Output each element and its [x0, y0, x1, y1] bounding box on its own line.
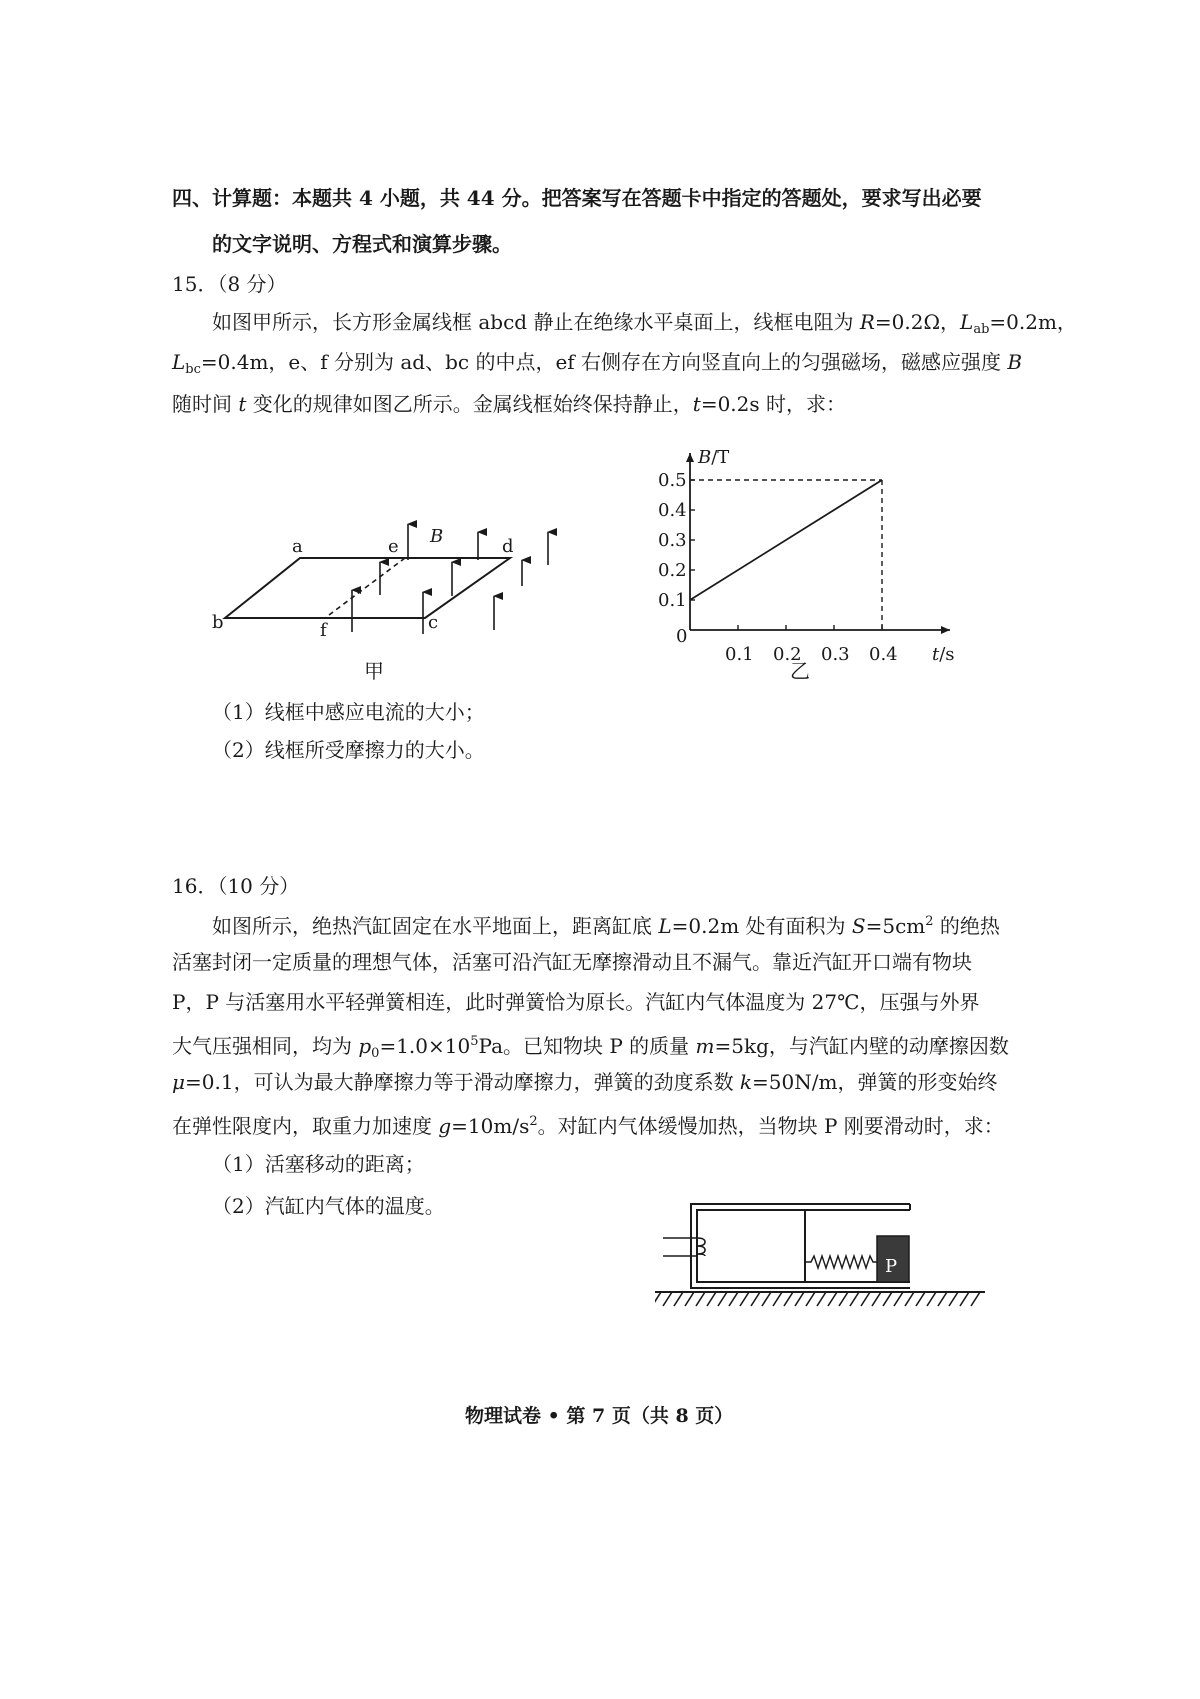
- y-tick-label: 0.3: [658, 530, 687, 551]
- ground-hatch: [655, 1292, 980, 1306]
- page-footer: 物理试卷 • 第 7 页（共 8 页）: [465, 1405, 734, 1427]
- block-p-label: P: [885, 1256, 898, 1277]
- q16-number: 16．（10 分）: [172, 874, 300, 898]
- x-tick-label: 0.3: [821, 644, 850, 665]
- ground-hatch-line: [663, 1292, 672, 1306]
- label-a: a: [292, 536, 303, 557]
- ground-hatch-line: [872, 1292, 881, 1306]
- q15-number: 15．（8 分）: [172, 272, 287, 296]
- y-tick-label: 0.1: [658, 590, 687, 611]
- ground-hatch-line: [696, 1292, 705, 1306]
- series-line: [690, 480, 882, 600]
- caption-yi: 乙: [790, 659, 810, 683]
- q16-line2: 活塞封闭一定质量的理想气体，活塞可沿汽缸无摩擦滑动且不漏气。靠近汽缸开口端有物块: [172, 950, 972, 974]
- ground-hatch-line: [795, 1292, 804, 1306]
- spring: [805, 1256, 877, 1268]
- label-e: e: [388, 536, 399, 557]
- ground-hatch-line: [839, 1292, 848, 1306]
- q15-line3: 随时间 t 变化的规律如图乙所示。金属线框始终保持静止，t=0.2s 时，求：: [172, 392, 846, 416]
- figure-yi: [640, 425, 980, 700]
- q16-line4: 大气压强相同，均为 $p_0=1.0\times 10^5Pa$。已知物块 P 的质量 m=5kg，与汽缸内壁的动摩擦因数: [172, 1034, 1009, 1061]
- dashed-line-ef: [325, 558, 405, 618]
- figure-jia: [200, 520, 580, 690]
- ground-hatch-line: [655, 1292, 661, 1306]
- label-f: f: [320, 620, 327, 641]
- label-c: c: [428, 612, 439, 633]
- y-tick-label: 0.2: [658, 560, 687, 581]
- section-heading-line2: 的文字说明、方程式和演算步骤。: [212, 232, 512, 256]
- q15-sub1: （1）线框中感应电流的大小；: [212, 700, 485, 724]
- ground-hatch-line: [828, 1292, 837, 1306]
- y-axis-label: B/T: [698, 447, 730, 468]
- label-d: d: [502, 536, 514, 557]
- q16-line1: 如图所示，绝热汽缸固定在水平地面上，距离缸底 L=0.2m 处有面积为 $S=5cm^2$ 的绝热: [212, 914, 1000, 938]
- ground-hatch-line: [817, 1292, 826, 1306]
- ground-hatch-line: [883, 1292, 892, 1306]
- x-axis-label: t/s: [932, 644, 955, 665]
- origin-label: 0: [676, 626, 688, 647]
- ground-hatch-line: [894, 1292, 903, 1306]
- q15-sub2: （2）线框所受摩擦力的大小。: [212, 738, 485, 762]
- ground-hatch-line: [740, 1292, 749, 1306]
- q16-line5: μ=0.1，可认为最大静摩擦力等于滑动摩擦力，弹簧的劲度系数 k=50N/m，弹簧的形变始终: [172, 1070, 998, 1094]
- ground-hatch-line: [949, 1292, 958, 1306]
- wire-frame: [225, 558, 510, 618]
- ground-hatch-line: [784, 1292, 793, 1306]
- x-tick-label: 0.2: [773, 644, 802, 665]
- ground-hatch-line: [806, 1292, 815, 1306]
- q15-line1: 如图甲所示，长方形金属线框 abcd 静止在绝缘水平桌面上，线框电阻为 R=0.2Ω，$L_{ab}=0.2m$，: [212, 310, 1077, 337]
- label-B: B: [430, 526, 444, 547]
- ground-hatch-line: [729, 1292, 738, 1306]
- section-heading-line1: 四、计算题：本题共 4 小题，共 44 分。把答案写在答题卡中指定的答题处，要求写出必要: [172, 186, 982, 210]
- x-tick-label: 0.4: [869, 644, 898, 665]
- ground-hatch-line: [905, 1292, 914, 1306]
- ground-hatch-line: [960, 1292, 969, 1306]
- ground-hatch-line: [916, 1292, 925, 1306]
- ground-hatch-line: [927, 1292, 936, 1306]
- q16-line3: P，P 与活塞用水平轻弹簧相连，此时弹簧恰为原长。汽缸内气体温度为 27℃，压强与外界: [172, 990, 980, 1014]
- ground-hatch-line: [718, 1292, 727, 1306]
- q16-sub2: （2）汽缸内气体的温度。: [212, 1194, 445, 1218]
- ground-hatch-line: [707, 1292, 716, 1306]
- ground-hatch-line: [674, 1292, 683, 1306]
- figure-cylinder: [655, 1200, 990, 1315]
- ground-hatch-line: [773, 1292, 782, 1306]
- q15-line2: $L_{bc}=0.4m$，e、f 分别为 ad、bc 的中点，ef 右侧存在方向竖直向上的匀强磁场，磁感应强度 B: [172, 350, 1023, 377]
- ground-hatch-line: [751, 1292, 760, 1306]
- y-tick-label: 0.5: [658, 470, 687, 491]
- ground-hatch-line: [938, 1292, 947, 1306]
- ground-hatch-line: [762, 1292, 771, 1306]
- ground-hatch-line: [685, 1292, 694, 1306]
- q16-line6: 在弹性限度内，取重力加速度 $g=10m/s^2$。对缸内气体缓慢加热，当物块 P 刚要滑动时，求：: [172, 1114, 1004, 1138]
- y-tick-label: 0.4: [658, 500, 687, 521]
- ground-hatch-line: [850, 1292, 859, 1306]
- label-b: b: [212, 612, 224, 633]
- q16-sub1: （1）活塞移动的距离；: [212, 1152, 425, 1176]
- heater-coil: [697, 1238, 705, 1256]
- ground-hatch-line: [971, 1292, 980, 1306]
- ground-hatch-line: [861, 1292, 870, 1306]
- x-tick-label: 0.1: [725, 644, 754, 665]
- caption-jia: 甲: [364, 659, 384, 683]
